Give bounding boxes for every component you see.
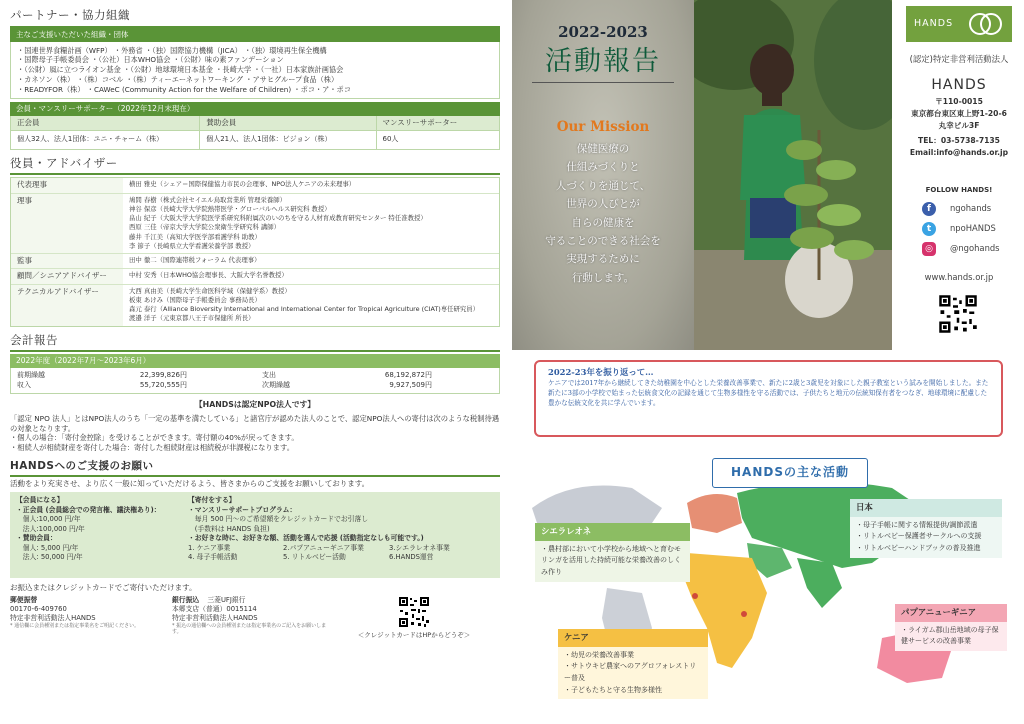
mission-line: 行動します。	[571, 271, 635, 284]
mission-line: 守ることのできる社会を	[545, 234, 661, 247]
report-year: 2022-2023	[558, 23, 648, 41]
advisor-names	[123, 254, 499, 268]
bank-line: 三菱UFJ銀行	[207, 596, 246, 605]
account-row	[17, 371, 262, 380]
org-name: HANDS	[931, 77, 987, 93]
postal-transfer	[10, 596, 172, 639]
activity-item: ・サトウキビ農家へのアグロフォレストリー普及	[564, 662, 697, 682]
bank-note: * 振込の通信欄への会員種別または指定事業名のご記入をお願いします。	[172, 622, 327, 636]
mission-line: 保健医療の	[576, 143, 630, 155]
partner-line: ・国際母子手帳委員会 ・（公社）日本WHO協会 ・（公財）味の素ファンデーション	[17, 55, 284, 65]
qr-caption: ＜クレジットカードはHPからどうぞ＞	[357, 631, 471, 640]
instagram-handle: @ngohands	[950, 243, 1000, 254]
bank-transfer	[172, 596, 334, 639]
donation-line: 毎月 500 円〜のご希望額をクレジットカードでお引落し	[188, 515, 369, 524]
partners-list	[10, 42, 500, 100]
advisor-name: 森元 泰行（Alliance Bioversity International and International Center for Tropical Agriculture (CIAT)専任研究員）	[129, 305, 480, 314]
advisor-name: 渡邉 洋子（元東京都八王子市保健所 所長）	[129, 314, 255, 323]
donation-column	[188, 496, 494, 574]
membership-line: 法人: 50,000 円/年	[16, 553, 83, 562]
account-label: 収入	[17, 380, 31, 389]
hands-logo-mark-icon	[968, 11, 1004, 37]
instagram-link[interactable]	[922, 242, 1000, 256]
advisors-table	[10, 177, 500, 326]
supporters-header-row	[10, 116, 500, 131]
activity-title: ケニア	[558, 629, 708, 647]
account-value: 22,399,826円	[139, 371, 187, 380]
facebook-link[interactable]	[922, 202, 991, 216]
membership-line: ・賛助会員：	[16, 534, 57, 543]
accounts-band: 2022年度（2022年7月〜2023年6月）	[10, 354, 500, 368]
cover-panel	[512, 0, 694, 350]
advisor-role: 顧問／シニアアドバイザー	[11, 269, 123, 283]
supporters-header: マンスリーサポーター	[382, 118, 458, 128]
bank-line: 本郷支店（普通）0015114	[172, 605, 257, 614]
activity-body	[850, 517, 1002, 558]
npo-line: 「認定 NPO 法人」とはNPO法人のうち「一定の基準を満たしている」と諸官庁が認めた法人のことで、認定NPO法人への寄付は次のような税制待遇の対象となります。	[10, 413, 500, 433]
membership-line: ・正会員 (会員総会での発言権、議決権あり)：	[16, 505, 161, 514]
report-title: 活動報告	[545, 46, 661, 77]
title-divider	[532, 82, 674, 83]
reflection-box	[534, 360, 1003, 437]
postal-line: 特定非営利活動法人HANDS	[10, 614, 96, 623]
advisor-name: 大西 真由美（長崎大学生命医科学域（保健学系）教授）	[129, 286, 291, 295]
advisor-names	[123, 178, 499, 192]
postcode: 〒110-0015	[935, 97, 983, 106]
twitter-icon: t	[922, 222, 936, 236]
advisor-name: 西原 三佳（帝京大学大学院公衆衛生学研究科 講師）	[129, 223, 281, 232]
advisor-row	[11, 285, 499, 326]
advisor-name: 李 節子（長崎県立大学看護栄養学部 教授）	[129, 241, 255, 250]
npo-line: ・個人の場合：「寄付金控除」を受けることができます。寄付額の40%が戻ってきます。	[10, 433, 299, 443]
logo-text: HANDS	[914, 18, 954, 29]
activity-body	[895, 622, 1007, 651]
advisor-names	[123, 269, 499, 283]
membership-heading: 【会員になる】	[16, 496, 64, 505]
advisor-name: 横田 雅史（シェア＝国際保健協力市民の会理事、NPO法人ケニアの未来理事）	[129, 180, 356, 189]
donation-items-row	[188, 553, 494, 563]
npo-text	[10, 414, 500, 453]
supporters-band: 会員・マンスリーサポーター（2022年12月末現在）	[10, 102, 500, 116]
mission-line: 実現するために	[566, 253, 640, 266]
accounts-title: 会計報告	[10, 333, 500, 353]
npo-line: ・相続人が相続財産を寄付した場合：寄付した相続財産は相続税が非課税になります。	[10, 443, 294, 453]
supporters-value-row	[10, 131, 500, 149]
account-label: 前期繰越	[17, 371, 45, 380]
activity-title: パプアニューギニア	[895, 604, 1007, 622]
account-row	[262, 371, 507, 380]
advisor-name: 板東 あけみ（国際母子手帳委員会 事務局長）	[129, 295, 261, 304]
supporters-value: 60人	[382, 135, 399, 144]
facebook-handle: ngohands	[950, 203, 992, 214]
org-address	[894, 96, 1024, 159]
npo-heading: 【HANDSは認定NPO法人です】	[194, 400, 316, 410]
donation-heading: 【寄付をする】	[188, 496, 236, 505]
hands-logo	[906, 6, 1012, 42]
instagram-icon: ◎	[922, 242, 936, 256]
org-type: (認定)特定非営利活動法人	[909, 54, 1009, 64]
advisor-name: 中村 安秀（日本WHO協会理事長、大阪大学名誉教授）	[129, 271, 288, 280]
advisor-name: 田中 徹二（国際連帯税フォーラム 代表理事）	[129, 256, 261, 265]
mission-line: 仕組みづくりと	[566, 161, 640, 174]
activity-japan	[850, 499, 1002, 558]
advisor-role: テクニカルアドバイザー	[11, 285, 123, 326]
partner-line: ・（公財）風に立つライオン基金 ・（公財）地球環境日本基金 ・長崎大学 ・（一社）日本家族計画協会	[17, 65, 344, 75]
accounts-right	[262, 371, 492, 390]
partners-title: パートナー・協力組織	[10, 8, 500, 28]
advisor-name: 藤井 千江美（高知大学医学部看護学科 助教）	[129, 232, 261, 241]
credit-card	[334, 596, 494, 639]
donation-line: ・お好きな時に、お好きな額、活動を選んで応援 (活動指定なしも可能です。)	[188, 534, 424, 543]
advisor-role: 代表理事	[11, 178, 123, 192]
advisor-name: 畠山 紀子（大阪大学大学院医学系研究科附属次のいのちを守る人材育成教育研究センター 特任准教授）	[129, 214, 427, 223]
activity-item: ・子どもたちと守る生物多様性	[564, 685, 662, 694]
facebook-icon: f	[922, 202, 936, 216]
advisor-role: 監事	[11, 254, 123, 268]
qr-code-icon[interactable]	[398, 596, 430, 628]
donation-line: (手数料は HANDS 負担)	[188, 524, 270, 533]
advisor-name: 神谷 保彦（長崎大学大学院熱帯医学・グローバルヘルス研究科 教授）	[129, 204, 331, 213]
postal-note: * 通信欄に会員種別または指定事業名をご明記ください。	[10, 622, 140, 629]
accounts-body	[10, 368, 500, 394]
advisor-name: 鳩間 春樹（株式会社セイエル烏取営業所 管理栄養師）	[129, 195, 286, 204]
activity-item: ・母子手帳に関する情報提供/調節派遣	[856, 520, 978, 529]
advisor-row	[11, 194, 499, 255]
partners-subhead: 主なご支援いただいた組織・団体	[10, 28, 500, 42]
account-value: 68,192,872円	[384, 371, 432, 380]
bank-line: 特定非営利活動法人HANDS	[172, 614, 258, 623]
address-line: 丸幸ビル3F	[938, 120, 980, 130]
activity-title: シエラレオネ	[535, 523, 690, 541]
account-value: 9,927,509円	[389, 380, 432, 389]
mission-line: 自らの健康を	[571, 216, 635, 229]
activity-kenya	[558, 629, 708, 699]
activity-item: ・幼児の栄養改善事業	[564, 650, 634, 659]
organization-panel	[894, 0, 1024, 350]
activity-item: ・リトルベビー保護者サークルへの支援	[856, 532, 982, 541]
donation-item: 3.シエラレオネ事業	[389, 543, 450, 552]
bank-row	[10, 596, 500, 639]
account-value: 55,720,555円	[139, 380, 187, 389]
activity-title: 日本	[850, 499, 1002, 517]
reflection-title: 2022-23年を振り返って…	[548, 367, 654, 377]
advisor-role: 理事	[11, 194, 123, 254]
website-link[interactable]: www.hands.or.jp	[924, 272, 994, 282]
activity-body	[558, 647, 708, 699]
mission-line: 人づくりを通じて、	[555, 179, 651, 192]
account-row	[262, 381, 507, 390]
qr-code-icon[interactable]	[938, 294, 978, 334]
supporters-header: 賛助会員	[200, 116, 376, 130]
postal-title: 郵便振替	[10, 596, 38, 605]
membership-column	[16, 496, 188, 574]
twitter-link[interactable]	[922, 222, 996, 236]
advisor-row	[11, 269, 499, 284]
activity-item: ・農村部において小学校から地域へと育むモリンガを活用した持続可能な栄養改善のしくみ作り	[541, 544, 681, 576]
kenya-marker	[741, 611, 747, 617]
membership-line: 個人:10,000 円/年	[16, 515, 81, 524]
activity-body	[535, 541, 690, 582]
advisor-names	[123, 194, 499, 254]
donation-item: 5. リトルベビー活動	[283, 553, 346, 562]
donation-line: ・マンスリーサポートプログラム：	[188, 505, 297, 514]
mission-text	[512, 140, 694, 287]
supporters-header: 正会員	[11, 116, 200, 130]
donation-item: 2.パプアニューギニア事業	[283, 543, 364, 552]
photo-illustration	[694, 0, 892, 350]
supporters-value: 個人32人、法人1団体：ユニ・チャーム（株）	[11, 131, 200, 148]
mission-line: 世界の人びとが	[566, 198, 640, 211]
account-row	[17, 381, 262, 390]
partner-line: ・カネソン（株） ・（株）コベル ・（株）ティーエーネットワーキング ・アサヒグループ食品（株）	[17, 74, 339, 84]
supporters-value: 個人21人、法人1団体：ビジョン（株）	[200, 131, 376, 148]
twitter-handle: npoHANDS	[950, 223, 996, 234]
postal-line: 00170-6-409760	[10, 605, 67, 614]
partner-line: ・READYFOR（株） ・CAWeC (Community Action for the Welfare of Children) ・ポコ・ア・ポコ	[17, 84, 351, 94]
activity-item: ・ライガム郡山岳地域の母子保健サービスの改善事業	[901, 625, 999, 646]
advisor-row	[11, 254, 499, 269]
partner-line: ・国連世界食糧計画（WFP） ・外務省 ・（独）国際協力機構（JICA） ・（独）環境再生保全機構	[17, 45, 327, 55]
activities-banner: HANDSの主な活動	[712, 458, 868, 488]
bank-title: 銀行振込	[172, 596, 200, 605]
left-column	[10, 8, 500, 716]
support-intro: 活動をより充実させ、より広く一般に知っていただけるよう、皆さまからのご支援をお願いしております。	[10, 479, 370, 489]
phone: TEL：03-5738-7135	[918, 136, 1000, 146]
accounts-left	[17, 371, 262, 390]
activity-item: ・リトルベビーハンドブックの普及推進	[856, 543, 981, 552]
reflection-text: ケニアでは2017年から継続してきた幼稚園を中心とした栄養改善事業で、新たに2歳と3歳児を対象にした親子教室という試みを開始しました。また新たに3部の小学校で始まった伝統食文化の記録を通じて生物多様性を守る活動では、子供たちと地元の伝統知保有者をつなぎ、地球環境に配慮した豊かな伝統文化を共に学んでいます。	[548, 379, 989, 408]
support-title: HANDSへのご支援のお願い	[10, 459, 500, 477]
advisor-names	[123, 285, 499, 326]
sierra-leone-marker	[692, 593, 698, 599]
cover-photo-child-with-plants	[694, 0, 892, 350]
donation-items-row	[188, 544, 494, 554]
address-line: 東京都台東区東上野1-20-6	[911, 108, 1007, 118]
email[interactable]: Email:info@hands.or.jp	[909, 148, 1009, 158]
membership-line: 個人: 5,000 円/年	[16, 543, 79, 552]
donation-item: 6.HANDS運営	[389, 553, 434, 562]
donation-item: 4. 母子手帳活動	[188, 553, 238, 562]
activity-sierra-leone	[535, 523, 690, 582]
advisor-row	[11, 178, 499, 193]
advisors-title: 役員・アドバイザー	[10, 156, 500, 176]
activity-papua-new-guinea	[895, 604, 1007, 651]
bank-line: お振込またはクレジットカードでご寄付いただけます。	[10, 583, 197, 593]
account-label: 次期繰越	[262, 380, 290, 389]
donation-item: 1. ケニア事業	[188, 543, 231, 552]
membership-line: 法人:100,000 円/年	[16, 524, 85, 533]
follow-heading: FOLLOW HANDS!	[925, 186, 993, 194]
account-label: 支出	[262, 371, 276, 380]
support-box	[10, 492, 500, 578]
mission-title: Our Mission	[556, 119, 650, 135]
